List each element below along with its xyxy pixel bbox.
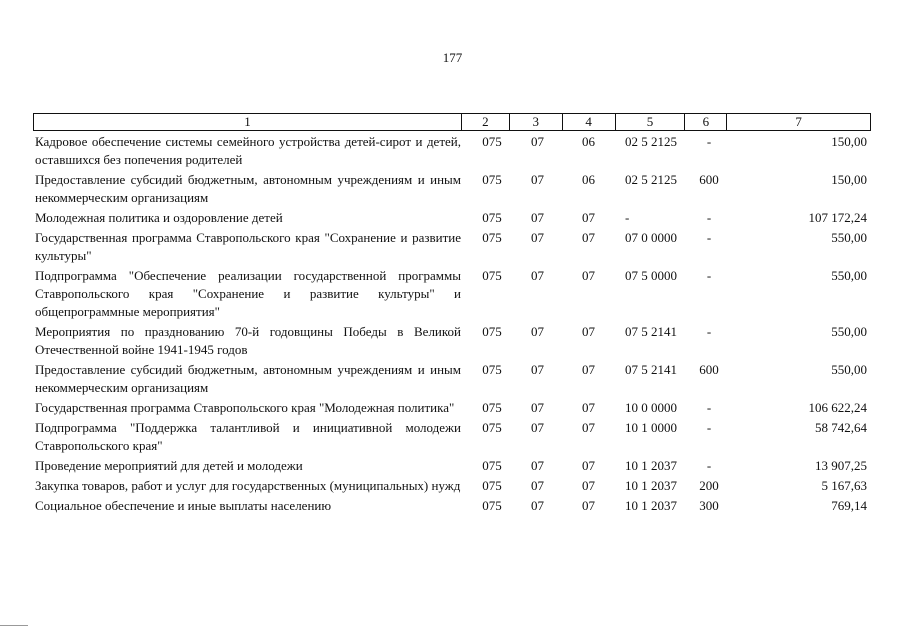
row-subdivision-cell: 07 xyxy=(582,400,595,415)
row-subdivision-cell: 07 xyxy=(582,362,595,377)
row-amount-cell: 150,00 xyxy=(831,134,867,149)
row-target-code-cell: 07 0 0000 xyxy=(625,230,677,245)
row-expense-type-cell: 600 xyxy=(699,362,719,377)
row-section-code-cell: 075 xyxy=(482,134,502,149)
row-expense-type-cell: - xyxy=(706,230,712,245)
row-subdivision-cell: 07 xyxy=(582,420,595,435)
table-row xyxy=(33,229,871,265)
row-expense-type-cell: - xyxy=(706,134,712,149)
row-target-code-cell: 02 5 2125 xyxy=(625,134,677,149)
row-expense-type-cell: 200 xyxy=(699,478,719,493)
header-col-3: 3 xyxy=(509,114,562,130)
row-division-cell: 07 xyxy=(531,172,544,187)
row-amount-cell: 58 742,64 xyxy=(815,420,867,435)
row-amount-cell: 550,00 xyxy=(831,268,867,283)
row-amount-cell: 13 907,25 xyxy=(815,458,867,473)
row-division-cell: 07 xyxy=(531,478,544,493)
row-amount-cell: 550,00 xyxy=(831,362,867,377)
row-expense-type-cell: - xyxy=(706,458,712,473)
row-target-code-cell: 10 1 0000 xyxy=(625,420,677,435)
row-section-code-cell: 075 xyxy=(482,172,502,187)
row-section-code-cell: 075 xyxy=(482,324,502,339)
row-name-cell: Кадровое обеспечение системы семейного устройства детей-сирот и детей, оставшихся без попечения родителей xyxy=(35,134,461,167)
row-name-cell: Социальное обеспечение и иные выплаты населению xyxy=(35,498,332,513)
row-division-cell: 07 xyxy=(531,324,544,339)
row-subdivision-cell: 07 xyxy=(582,230,595,245)
row-target-code-cell: 10 0 0000 xyxy=(625,400,677,415)
row-target-code-cell: 02 5 2125 xyxy=(625,172,677,187)
row-section-code-cell: 075 xyxy=(482,268,502,283)
row-name-cell: Молодежная политика и оздоровление детей xyxy=(35,210,283,225)
row-target-code-cell: - xyxy=(625,210,630,225)
row-expense-type-cell: 600 xyxy=(699,172,719,187)
table-header-row xyxy=(33,113,871,131)
row-target-code-cell: 10 1 2037 xyxy=(625,458,677,473)
table-row xyxy=(33,497,871,515)
row-name-cell: Проведение мероприятий для детей и молодежи xyxy=(35,458,303,473)
table-row xyxy=(33,323,871,359)
row-division-cell: 07 xyxy=(531,420,544,435)
row-division-cell: 07 xyxy=(531,498,544,513)
row-subdivision-cell: 07 xyxy=(582,498,595,513)
row-section-code-cell: 075 xyxy=(482,210,502,225)
row-amount-cell: 107 172,24 xyxy=(808,210,867,225)
table-row xyxy=(33,267,871,321)
row-amount-cell: 5 167,63 xyxy=(821,478,867,493)
row-expense-type-cell: 300 xyxy=(699,498,719,513)
row-section-code-cell: 075 xyxy=(482,420,502,435)
row-expense-type-cell: - xyxy=(706,324,712,339)
row-amount-cell: 769,14 xyxy=(831,498,867,513)
row-expense-type-cell: - xyxy=(706,400,712,415)
table-row xyxy=(33,133,871,169)
header-col-5: 5 xyxy=(615,114,685,130)
row-name-cell: Государственная программа Ставропольского края "Молодежная политика" xyxy=(35,400,455,415)
row-section-code-cell: 075 xyxy=(482,458,502,473)
header-col-7: 7 xyxy=(726,114,870,130)
row-expense-type-cell: - xyxy=(706,420,712,435)
row-division-cell: 07 xyxy=(531,210,544,225)
row-section-code-cell: 075 xyxy=(482,400,502,415)
row-name-cell: Закупка товаров, работ и услуг для государственных (муниципальных) нужд xyxy=(35,478,461,493)
header-col-2: 2 xyxy=(461,114,509,130)
row-amount-cell: 550,00 xyxy=(831,324,867,339)
footer-rule xyxy=(0,625,28,626)
row-amount-cell: 106 622,24 xyxy=(808,400,867,415)
row-division-cell: 07 xyxy=(531,362,544,377)
header-col-4: 4 xyxy=(562,114,615,130)
table-row xyxy=(33,457,871,475)
row-name-cell: Подпрограмма "Обеспечение реализации государственной программы Ставропольского края "Сохранение и развитие культуры" и общепрограммные мероприятия" xyxy=(35,268,461,319)
row-section-code-cell: 075 xyxy=(482,498,502,513)
row-subdivision-cell: 06 xyxy=(582,172,595,187)
row-section-code-cell: 075 xyxy=(482,230,502,245)
row-target-code-cell: 07 5 0000 xyxy=(625,268,677,283)
row-name-cell: Предоставление субсидий бюджетным, автономным учреждениям и иным некоммерческим организациям xyxy=(35,172,461,205)
page-number: 177 xyxy=(442,50,463,65)
row-subdivision-cell: 07 xyxy=(582,324,595,339)
row-section-code-cell: 075 xyxy=(482,478,502,493)
row-division-cell: 07 xyxy=(531,268,544,283)
row-division-cell: 07 xyxy=(531,400,544,415)
row-name-cell: Мероприятия по празднованию 70-й годовщины Победы в Великой Отечественной войне 1941-1945 годов xyxy=(35,324,461,357)
table-row xyxy=(33,171,871,207)
row-target-code-cell: 07 5 2141 xyxy=(625,362,677,377)
row-subdivision-cell: 07 xyxy=(582,210,595,225)
table-body xyxy=(33,133,871,515)
budget-table xyxy=(33,113,871,515)
row-subdivision-cell: 07 xyxy=(582,268,595,283)
row-amount-cell: 550,00 xyxy=(831,230,867,245)
row-subdivision-cell: 07 xyxy=(582,458,595,473)
row-name-cell: Предоставление субсидий бюджетным, автономным учреждениям и иным некоммерческим организациям xyxy=(35,362,461,395)
row-subdivision-cell: 07 xyxy=(582,478,595,493)
header-col-1: 1 xyxy=(244,114,251,129)
row-target-code-cell: 10 1 2037 xyxy=(625,478,677,493)
row-division-cell: 07 xyxy=(531,134,544,149)
row-amount-cell: 150,00 xyxy=(831,172,867,187)
row-subdivision-cell: 06 xyxy=(582,134,595,149)
row-target-code-cell: 10 1 2037 xyxy=(625,498,677,513)
row-section-code-cell: 075 xyxy=(482,362,502,377)
header-col-6: 6 xyxy=(684,114,726,130)
table-row xyxy=(33,399,871,417)
row-division-cell: 07 xyxy=(531,230,544,245)
row-division-cell: 07 xyxy=(531,458,544,473)
table-row xyxy=(33,209,871,227)
row-target-code-cell: 07 5 2141 xyxy=(625,324,677,339)
row-name-cell: Подпрограмма "Поддержка талантливой и инициативной молодежи Ставропольского края" xyxy=(35,420,461,453)
table-row xyxy=(33,419,871,455)
table-row xyxy=(33,477,871,495)
table-row xyxy=(33,361,871,397)
row-name-cell: Государственная программа Ставропольского края "Сохранение и развитие культуры" xyxy=(35,230,461,263)
row-expense-type-cell: - xyxy=(706,268,712,283)
row-expense-type-cell: - xyxy=(706,210,712,225)
